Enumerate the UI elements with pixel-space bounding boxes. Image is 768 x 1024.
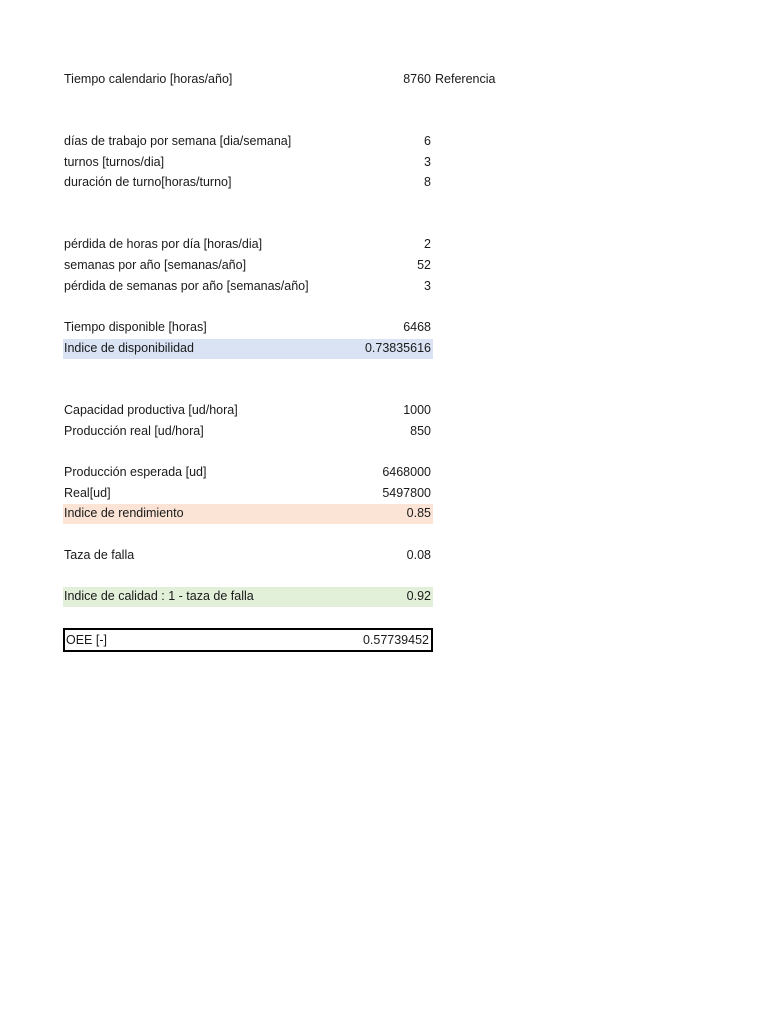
production-capacity-value: 1000: [403, 403, 431, 417]
row-shift-duration: [63, 173, 433, 193]
availability-index-value: 0.73835616: [364, 341, 431, 355]
row-failure-rate: [63, 546, 433, 566]
oee-value: 0.57739452: [362, 633, 429, 647]
availability-index-label: Indice de disponibilidad: [64, 341, 194, 355]
row-production-capacity: [63, 401, 433, 421]
performance-index-label: Indice de rendimiento: [64, 506, 184, 520]
weeks-per-year-value: 52: [417, 258, 431, 272]
row-performance-index: [63, 504, 433, 524]
real-units-value: 5497800: [382, 486, 431, 500]
performance-index-value: 0.85: [406, 506, 431, 520]
row-work-days: [63, 132, 433, 152]
row-real-units: [63, 484, 433, 504]
quality-index-value: 0.92: [406, 589, 431, 603]
calendar-time-label: Tiempo calendario [horas/año]: [64, 72, 233, 86]
weeks-per-year-label: semanas por año [semanas/año]: [64, 258, 247, 272]
row-real-production-rate: [63, 422, 433, 442]
expected-production-value: 6468000: [382, 465, 431, 479]
real-production-rate-value: 850: [410, 424, 431, 438]
row-hours-lost-day: [63, 235, 433, 255]
row-calendar-time: [63, 70, 496, 90]
available-time-label: Tiempo disponible [horas]: [64, 320, 207, 334]
row-availability-index: [63, 339, 433, 359]
weeks-lost-year-label: pérdida de semanas por año [semanas/año]: [64, 279, 309, 293]
quality-index-label: Indice de calidad : 1 - taza de falla: [64, 589, 254, 603]
hours-lost-day-label: pérdida de horas por día [horas/dia]: [64, 237, 263, 251]
row-oee: [63, 628, 433, 652]
oee-label: OEE [-]: [66, 633, 107, 647]
shift-duration-value: 8: [424, 175, 431, 189]
row-quality-index: [63, 587, 433, 607]
failure-rate-label: Taza de falla: [64, 548, 135, 562]
expected-production-label: Producción esperada [ud]: [64, 465, 207, 479]
shift-duration-label: duración de turno[horas/turno]: [64, 175, 232, 189]
work-days-label: días de trabajo por semana [dia/semana]: [64, 134, 292, 148]
row-shifts: [63, 153, 433, 173]
row-available-time: [63, 318, 433, 338]
weeks-lost-year-value: 3: [424, 279, 431, 293]
shifts-label: turnos [turnos/dia]: [64, 155, 165, 169]
real-units-label: Real[ud]: [64, 486, 111, 500]
hours-lost-day-value: 2: [424, 237, 431, 251]
shifts-value: 3: [424, 155, 431, 169]
row-weeks-per-year: [63, 256, 433, 276]
calendar-time-value: 8760: [403, 72, 431, 86]
production-capacity-label: Capacidad productiva [ud/hora]: [64, 403, 238, 417]
row-expected-production: [63, 463, 433, 483]
failure-rate-value: 0.08: [406, 548, 431, 562]
available-time-value: 6468: [403, 320, 431, 334]
real-production-rate-label: Producción real [ud/hora]: [64, 424, 204, 438]
reference-note: Referencia: [435, 72, 496, 86]
work-days-value: 6: [424, 134, 431, 148]
row-weeks-lost-year: [63, 277, 433, 297]
